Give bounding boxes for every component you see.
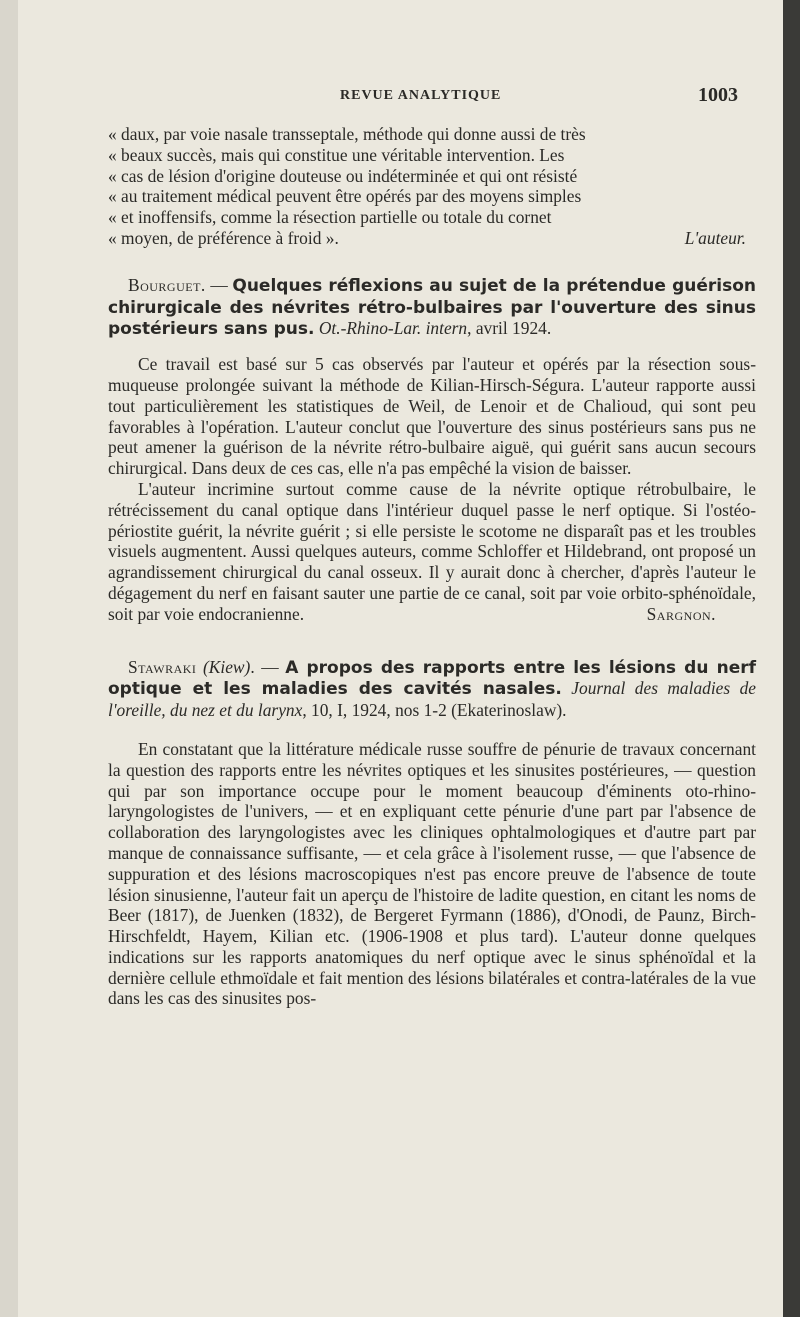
quote-line: « cas de lésion d'origine douteuse ou indéterminée et qui ont résisté	[108, 165, 578, 186]
entry-author-city: (Kiew)	[202, 656, 251, 677]
quote-line: « daux, par voie nasale transseptale, méthode qui donne aussi de très	[108, 124, 586, 144]
page-body	[108, 124, 756, 1009]
entry-title: Quelques réflexions au sujet de la prétendue guérison chirurgicale des névrites rétro-bulbaires par l'ouverture des sinus postérieurs sans pus.	[108, 275, 756, 340]
quote-line: « beaux succès, mais qui constitue une véritable intervention. Les	[108, 144, 565, 165]
entry-date: , 10, I, 1924, nos 1-2 (Ekaterinoslaw).	[302, 700, 567, 721]
document-page	[18, 0, 783, 1317]
quote-signature: L'auteur.	[684, 227, 746, 248]
running-title: REVUE ANALYTIQUE	[340, 88, 502, 103]
quote-line: « et inoffensifs, comme la résection partielle ou totale du cornet	[108, 207, 552, 228]
quote-block	[108, 124, 756, 249]
entry-paragraph: L'auteur incrimine surtout comme cause de la névrite optique rétrobulbaire, le rétrécissement du canal optique dans l'intérieur duquel passe le nerf optique. Si l'ostéo-périostite guérit, la névrite guérit ; si elle persiste le scotome ne disparaît pas et les troubles visuels augmentent. Aussi quelques auteurs, comme Schloffer et Hildebrand, ont proposé un agrandissement chirurgical du canal osseux. Il y aurait donc à chercher, d'après l'auteur le dégagement du nerf en faisant sauter une partie de ce canal, soit par voie orbito-sphénoïdale, soit par voie endocranienne.	[108, 478, 756, 624]
entry-dash: —	[205, 274, 233, 295]
quote-line: « au traitement médical peuvent être opérés par des moyens simples	[108, 186, 582, 207]
entry-author: Bourguet.	[128, 274, 206, 295]
entry-journal: Ot.-Rhino-Lar. intern	[318, 318, 468, 339]
entry-journal: Journal des maladies de l'oreille, du nez et du larynx	[108, 678, 756, 721]
entry-paragraph: En constatant que la littérature médicale russe souffre de pénurie de travaux concernant la question des rapports entre les névrites optiques et les sinusites postérieures, — question qui par son importance occupe pour le moment beaucoup d'éminents oto-rhino-laryngologistes de l'univers, — et en expliquant cette pénurie d'une part par l'absence de collaboration des laryngologistes avec les cliniques ophtalmologiques et d'autre part par manque de connaissance suffisante, — et cela grâce à l'isolement russe, — que l'absence de suppuration et des lésions macroscopiques n'est pas encore preuve de l'absence de toute lésion sinusienne, l'auteur fait un aperçu de l'histoire de ladite question, en citant les noms de Beer (1817), de Juenken (1832), de Bergeret Fyrmann (1886), d'Onodi, de Paunz, Birch-Hirschfeldt, Hayem, Kilian etc. (1906-1908 et plus tard). L'auteur donne quelques indications sur les rapports anatomiques du nerf optique avec le sinus sphénoïdal et la dernière cellule ethmoïdale et fait mention des lésions bilatérales et contra-latérales de la vue dans les cas des sinusites pos-	[108, 738, 756, 1009]
page-header	[18, 84, 783, 108]
entry-title: A propos des rapports entre les lésions du nerf optique et les maladies des cavités nasales.	[108, 657, 756, 700]
entry-paragraph: Ce travail est basé sur 5 cas observés par l'auteur et opérés par la résection sous-muqueuse prolongée suivant la méthode de Kilian-Hirsch-Ségura. L'auteur rapporte aussi tout particulièrement les statistiques de Weil, de Lenoir et de Chalioud, qui sont peu favorables à l'opération. L'auteur conclut que l'ouverture des sinus postérieurs sans pus ne peut amener la guérison de la névrite rétro-bulbaire aiguë, qui guérit sans aucun secours chirurgical. Dans deux de ces cas, elle n'a pas empêché la vision de baisser.	[108, 354, 756, 479]
entry-heading	[108, 275, 756, 340]
entry-author: Stawraki	[128, 656, 197, 677]
page-number: 1003	[698, 84, 738, 106]
entry-heading	[108, 657, 756, 721]
entry-date: , avril 1924.	[467, 318, 552, 339]
review-entry-bourguet	[108, 275, 756, 625]
quote-line: « moyen, de préférence à froid ».	[108, 227, 339, 248]
entry-reviewer: Sargnon.	[646, 603, 716, 624]
entry-dash: . —	[250, 656, 286, 677]
review-entry-stawraki	[108, 657, 756, 1010]
page-spine-shadow	[0, 0, 18, 1317]
